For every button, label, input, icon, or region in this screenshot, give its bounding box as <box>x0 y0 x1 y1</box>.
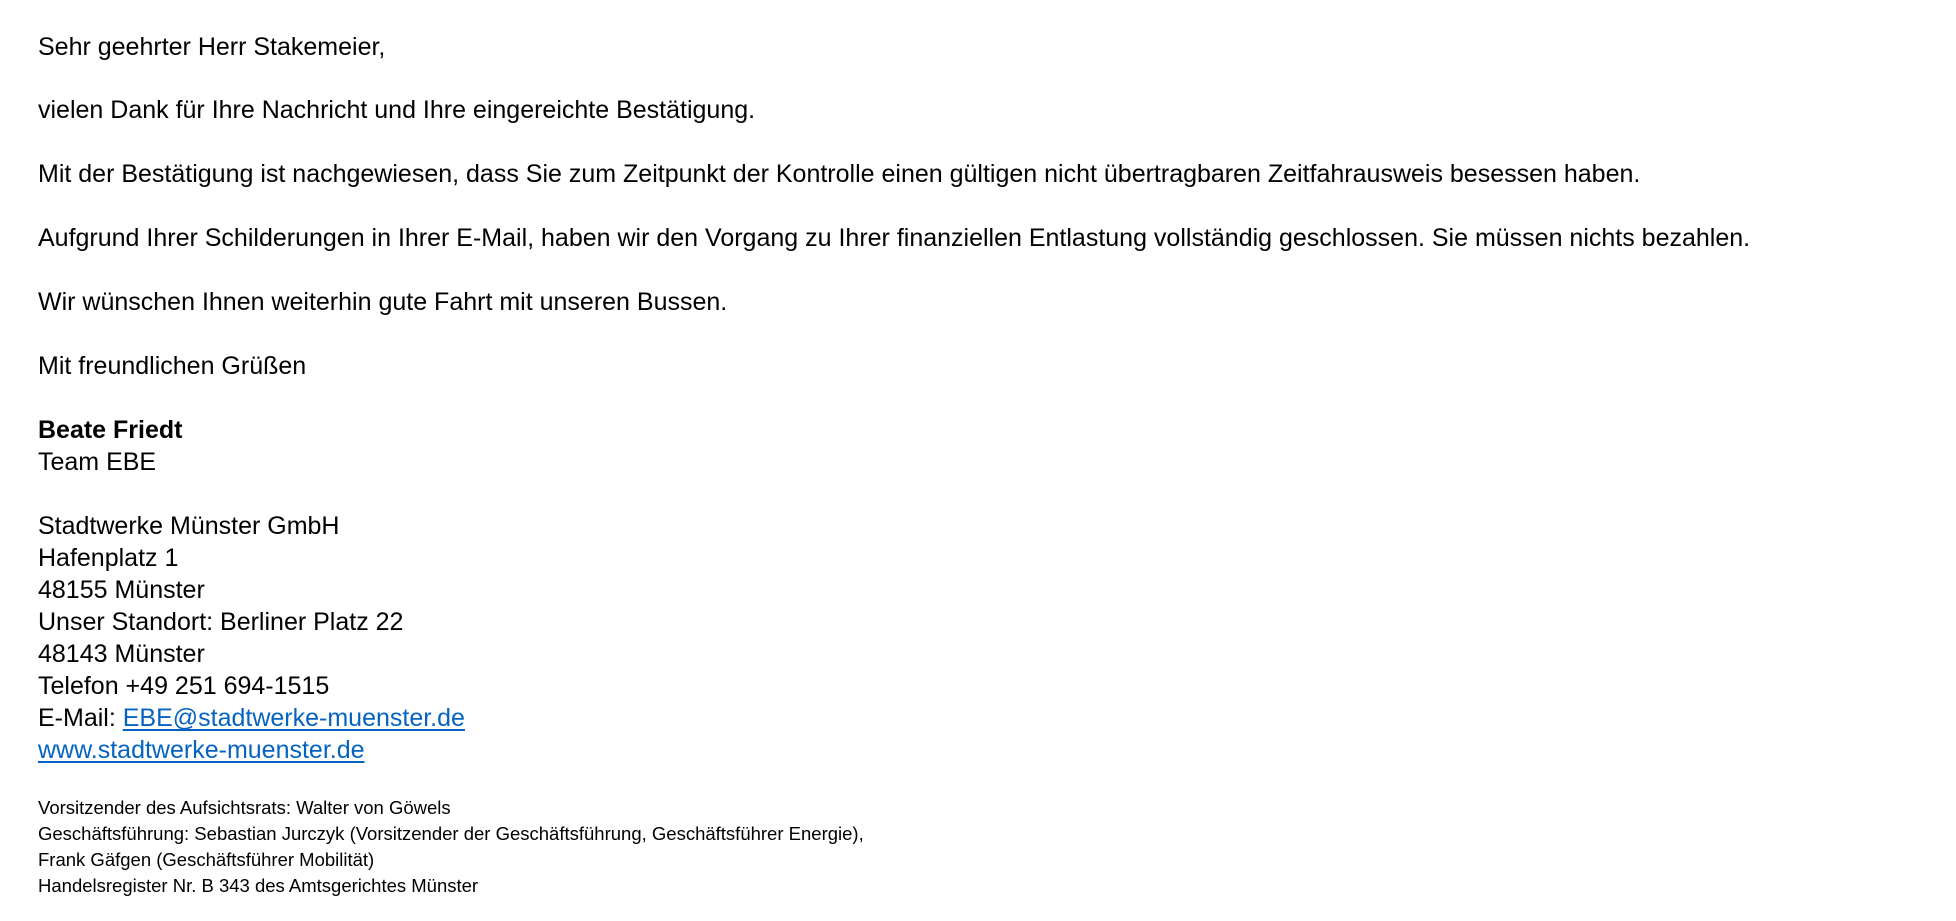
signature-block <box>38 414 465 766</box>
signature-location-city: 48143 Münster <box>38 640 205 668</box>
footer-line-supervisory-board: Vorsitzender des Aufsichtsrats: Walter von Göwels <box>38 797 451 818</box>
footer-line-management: Geschäftsführung: Sebastian Jurczyk (Vorsitzender der Geschäftsführung, Geschäftsführer Energie), <box>38 823 864 844</box>
signature-company: Stadtwerke Münster GmbH <box>38 512 340 540</box>
paragraph-closure: Aufgrund Ihrer Schilderungen in Ihrer E-Mail, haben wir den Vorgang zu Ihrer finanziellen Entlastung vollständig geschlossen. Sie müssen nichts bezahlen. <box>38 224 1751 252</box>
signature-street: Hafenplatz 1 <box>38 544 179 572</box>
paragraph-wishes: Wir wünschen Ihnen weiterhin gute Fahrt mit unseren Bussen. <box>38 288 728 316</box>
signature-city: 48155 Münster <box>38 576 205 604</box>
signature-spacer <box>38 478 465 510</box>
signature-email-row <box>38 702 465 734</box>
signature-website-row <box>38 734 465 766</box>
footer-line-management-cont: Frank Gäfgen (Geschäftsführer Mobilität) <box>38 849 375 870</box>
signature-location: Unser Standort: Berliner Platz 22 <box>38 608 404 636</box>
footer-line-register: Handelsregister Nr. B 343 des Amtsgerichtes Münster <box>38 875 479 896</box>
salutation: Sehr geehrter Herr Stakemeier, <box>38 33 386 61</box>
paragraph-confirmation: Mit der Bestätigung ist nachgewiesen, dass Sie zum Zeitpunkt der Kontrolle einen gültigen nicht übertragbaren Zeitfahrausweis besessen haben. <box>38 160 1641 188</box>
website-link[interactable]: www.stadtwerke-muenster.de <box>38 736 365 764</box>
email-link[interactable]: EBE@stadtwerke-muenster.de <box>122 704 465 732</box>
email-label: E-Mail: <box>38 704 123 732</box>
signature-team: Team EBE <box>38 448 157 476</box>
paragraph-thanks: vielen Dank für Ihre Nachricht und Ihre eingereichte Bestätigung. <box>38 96 756 124</box>
signature-name: Beate Friedt <box>38 416 183 444</box>
legal-footer <box>38 795 864 899</box>
signature-phone: Telefon +49 251 694-1515 <box>38 672 330 700</box>
closing: Mit freundlichen Grüßen <box>38 352 307 380</box>
